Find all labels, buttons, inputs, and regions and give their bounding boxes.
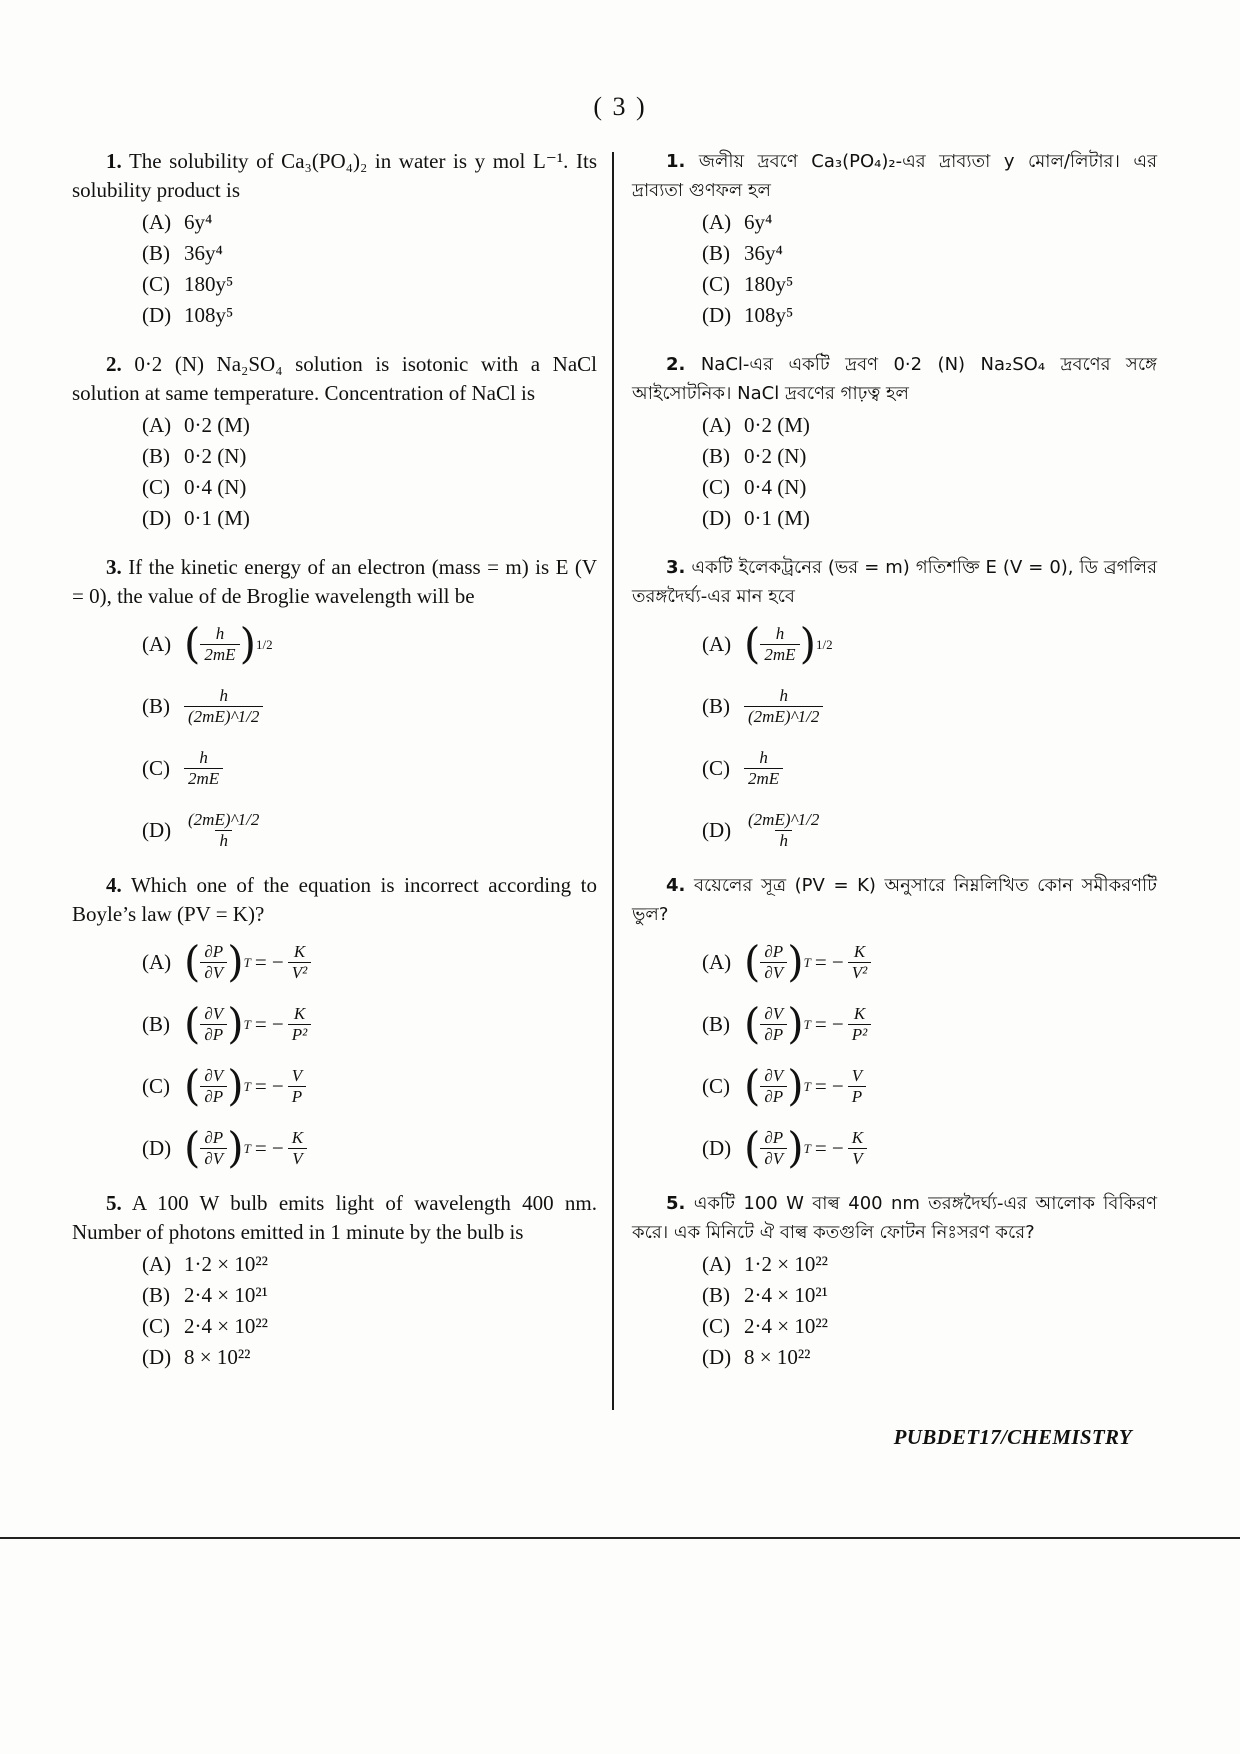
question-number: 3. bbox=[106, 555, 122, 579]
option-d: (D) 8 × 10²² bbox=[702, 1345, 811, 1369]
question-5-en bbox=[72, 1189, 597, 1392]
option-a: (A) 6y⁴ bbox=[702, 210, 773, 234]
option-b: (B) 0·2 (N) bbox=[702, 444, 807, 468]
question-text: If the kinetic energy of an electron (mass = m) is E (V = 0), the value of de Broglie wavelength will be bbox=[72, 555, 598, 608]
question-number: 4. bbox=[106, 873, 122, 897]
option-c: (C) $\frac{h}{2mE}$ bbox=[142, 737, 597, 799]
question-number: 5. bbox=[106, 1191, 122, 1215]
question-text: বয়েলের সূত্র (PV = K) অনুসারে নিম্নলিখিত কোন সমীকরণটি ভুল? bbox=[632, 875, 1157, 925]
question-text: একটি ইলেকট্রনের (ভর = m) গতিশক্তি E (V = 0), ডি ব্রগলির তরঙ্গদৈর্ঘ্য-এর মান হবে bbox=[632, 557, 1157, 607]
english-column bbox=[72, 147, 597, 1392]
option-a: (A) 0·2 (M) bbox=[142, 413, 250, 437]
option-d: (D) 0·1 (M) bbox=[702, 506, 810, 530]
option-b: (B) 0·2 (N) bbox=[142, 444, 247, 468]
option-d: (D) 108y⁵ bbox=[142, 303, 234, 327]
option-d: (D) 8 × 10²² bbox=[142, 1345, 251, 1369]
question-text: জলীয় দ্রবণে Ca₃(PO₄)₂-এর দ্রাব্যতা y মোল/লিটার। এর দ্রাব্যতা গুণফল হল bbox=[632, 151, 1157, 201]
option-c: (C) $\frac{h}{2mE}$ bbox=[702, 737, 1157, 799]
option-d: (D) 108y⁵ bbox=[702, 303, 794, 327]
option-a: (A) 6y⁴ bbox=[142, 210, 213, 234]
option-d: (D) ( $\frac{\partial P}{\partial V}$ ) T = − $\frac{K}{V}$ bbox=[702, 1117, 1157, 1179]
bengali-column bbox=[632, 147, 1157, 1392]
option-a: (A) 1·2 × 10²² bbox=[702, 1252, 828, 1276]
option-c: (C) ( $\frac{\partial V}{\partial P}$ ) T = − $\frac{V}{P}$ bbox=[142, 1055, 597, 1117]
option-d: (D) $\frac{(2mE)\^{}1/2}{h}$ bbox=[142, 809, 260, 850]
question-4-en bbox=[72, 871, 597, 1189]
question-3-en bbox=[72, 553, 597, 871]
option-a: (A) ( $\frac{h}{2mE}$ ) 1/2 bbox=[142, 619, 273, 668]
option-b: (B) ( $\frac{\partial V}{\partial P}$ ) T = − $\frac{K}{\text{P²}}$ bbox=[702, 993, 1157, 1055]
option-c: (C) 180y⁵ bbox=[142, 272, 234, 296]
question-text: 0·2 (N) Na₂SO₄ solution is isotonic with a NaCl solution at same temperature. Concentration of NaCl is bbox=[72, 352, 598, 405]
question-text: A 100 W bulb emits light of wavelength 400 nm. Number of photons emitted in 1 minute by the bulb is bbox=[72, 1191, 597, 1244]
question-text: Which one of the equation is incorrect according to Boyle’s law (PV = K)? bbox=[72, 873, 597, 926]
question-text: The solubility of Ca₃(PO₄)₂ in water is y mol L⁻¹. Its solubility product is bbox=[72, 149, 597, 202]
option-a: (A) ( $\frac{\partial P}{\partial V}$ ) T = − $\frac{K}{\text{V²}}$ bbox=[142, 931, 597, 993]
paper-code: PUBDET17/CHEMISTRY bbox=[893, 1425, 1132, 1449]
option-b: (B) 2·4 × 10²¹ bbox=[142, 1283, 268, 1307]
option-d: (D) 0·1 (M) bbox=[142, 506, 250, 530]
question-4-bn: 4. বয়েলের সূত্র (PV = K) অনুসারে নিম্নলিখিত কোন সমীকরণটি ভুল? (A) ( $\frac{\partial P}{\partial V}$ ) T = − $\frac{K}{\text{V²}}$ (B) ( $\frac{\partial V}{\partial P}$ ) T = − $\frac{K}{\text{P²}}$ (C) ( $\frac{\partial V}{\partial P}$ ) T = − $\frac{V}{P}$ (D) ( $\frac{\partial P}{\partial V}$ ) T = − $\frac{K}{V}$ bbox=[632, 871, 1157, 1189]
option-c: (C) 0·4 (N) bbox=[702, 475, 807, 499]
option-c: (C) ( $\frac{\partial V}{\partial P}$ ) T = − $\frac{V}{P}$ bbox=[702, 1055, 1157, 1117]
option-c: (C) 2·4 × 10²² bbox=[702, 1314, 828, 1338]
option-c: (C) 0·4 (N) bbox=[142, 475, 247, 499]
question-number: 1. bbox=[106, 149, 122, 173]
option-b: (B) 36y⁴ bbox=[142, 241, 223, 265]
page-number: ( 3 ) bbox=[593, 92, 647, 121]
option-a: (A) ( $\frac{h}{2mE}$ ) 1/2 bbox=[702, 619, 833, 668]
option-b: (B) $\frac{h}{(2mE)\^{}1/2}$ bbox=[142, 675, 597, 737]
column-divider bbox=[612, 152, 614, 1410]
option-a: (A) 1·2 × 10²² bbox=[142, 1252, 268, 1276]
option-c: (C) 180y⁵ bbox=[702, 272, 794, 296]
question-2-en bbox=[72, 350, 597, 553]
question-2-bn: 2. NaCl-এর একটি দ্রবণ 0·2 (N) Na₂SO₄ দ্রবণের সঙ্গে আইসোটনিক। NaCl দ্রবণের গাঢ়ত্ব হল (A) 0·2 (M) (B) 0·2 (N) (C) 0·4 (N) (D) 0·1 (M) bbox=[632, 350, 1157, 553]
question-5-bn: 5. একটি 100 W বাল্ব 400 nm তরঙ্গদৈর্ঘ্য-এর আলোক বিকিরণ করে। এক মিনিটে ঐ বাল্ব কতগুলি ফোটন নিঃসরণ করে? (A) 1·2 × 10²² (B) 2·4 × 10²¹ (C) 2·4 × 10²² (D) 8 × 10²² bbox=[632, 1189, 1157, 1392]
option-a: (A) 0·2 (M) bbox=[702, 413, 810, 437]
option-b: (B) ( $\frac{\partial V}{\partial P}$ ) T = − $\frac{K}{\text{P²}}$ bbox=[142, 993, 597, 1055]
question-number: 2. bbox=[106, 352, 122, 376]
option-b: (B) 36y⁴ bbox=[702, 241, 783, 265]
option-a: (A) ( $\frac{\partial P}{\partial V}$ ) T = − $\frac{K}{\text{V²}}$ bbox=[702, 931, 1157, 993]
option-b: (B) $\frac{h}{(2mE)\^{}1/2}$ bbox=[702, 675, 1157, 737]
bottom-rule bbox=[0, 1537, 1240, 1539]
option-d: (D) ( $\frac{\partial P}{\partial V}$ ) T = − $\frac{K}{V}$ bbox=[142, 1117, 597, 1179]
option-c: (C) 2·4 × 10²² bbox=[142, 1314, 268, 1338]
question-1-en bbox=[72, 147, 597, 350]
question-text: একটি 100 W বাল্ব 400 nm তরঙ্গদৈর্ঘ্য-এর আলোক বিকিরণ করে। এক মিনিটে ঐ বাল্ব কতগুলি ফোটন নিঃসরণ করে? bbox=[632, 1193, 1157, 1243]
option-b: (B) 2·4 × 10²¹ bbox=[702, 1283, 828, 1307]
option-d: (D) $\frac{(2mE)\^{}1/2}{h}$ bbox=[702, 809, 820, 850]
question-text: NaCl-এর একটি দ্রবণ 0·2 (N) Na₂SO₄ দ্রবণের সঙ্গে আইসোটনিক। NaCl দ্রবণের গাঢ়ত্ব হল bbox=[632, 354, 1157, 404]
question-1-bn: 1. জলীয় দ্রবণে Ca₃(PO₄)₂-এর দ্রাব্যতা y মোল/লিটার। এর দ্রাব্যতা গুণফল হল (A) 6y⁴ (B) 36y⁴ (C) 180y⁵ (D) 108y⁵ bbox=[632, 147, 1157, 350]
question-3-bn: 3. একটি ইলেকট্রনের (ভর = m) গতিশক্তি E (V = 0), ডি ব্রগলির তরঙ্গদৈর্ঘ্য-এর মান হবে (A) ( $\frac{h}{2mE}$ ) 1/2 (B) $\frac{h}{(2mE)\^{}1/2}$ (C) $\frac{h}{2mE}$ (D) $\frac{(2mE)\^{}1/2}{h}$ bbox=[632, 553, 1157, 871]
